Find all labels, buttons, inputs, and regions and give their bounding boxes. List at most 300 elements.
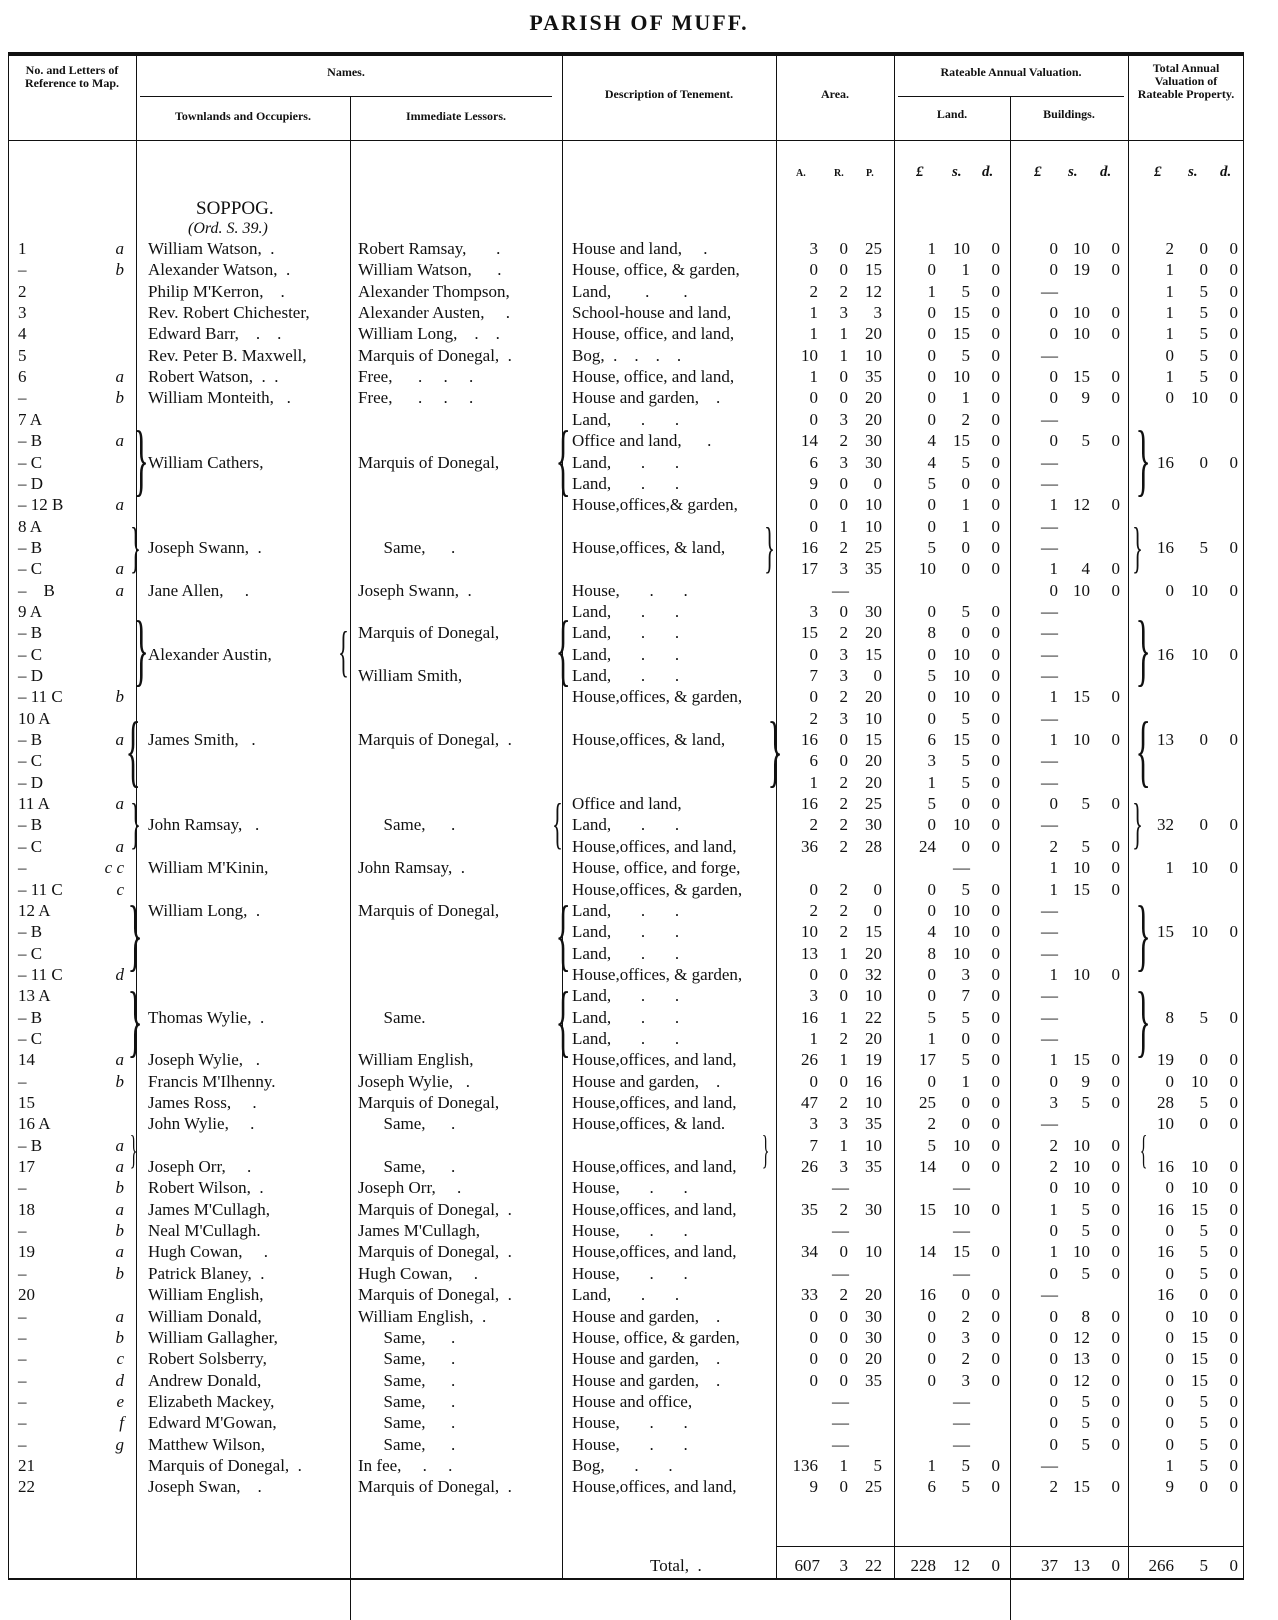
area-acres: 0 xyxy=(809,1370,818,1390)
land-pence: 0 xyxy=(991,964,1000,984)
area-perches: 20 xyxy=(865,324,882,344)
area-acres: 0 xyxy=(809,409,818,429)
ref-letter: b xyxy=(115,1263,124,1283)
buildings-pence: 0 xyxy=(1111,431,1120,451)
brace-icon: } xyxy=(1132,517,1143,579)
description: Land, . . xyxy=(572,900,680,920)
ref-number: – xyxy=(18,858,27,878)
buildings-pounds: 0 xyxy=(1049,367,1058,387)
total-pounds: 1 xyxy=(1165,281,1174,301)
ref-number: – B xyxy=(18,815,43,835)
land-pence: 0 xyxy=(991,1093,1000,1112)
description: Office and land, . xyxy=(572,431,712,451)
buildings-shillings: 5 xyxy=(1081,431,1090,451)
area-perches: 20 xyxy=(865,409,882,429)
description: House, office, and land, xyxy=(572,367,735,387)
total-pence: 0 xyxy=(1229,1455,1238,1475)
area-acres: 34 xyxy=(801,1242,818,1262)
land-shillings: 2 xyxy=(961,409,970,429)
ref-letter: b xyxy=(115,1178,124,1198)
buildings-shillings: 10 xyxy=(1073,303,1090,323)
land-pence: 0 xyxy=(991,666,1000,685)
buildings-pence: 0 xyxy=(1111,559,1120,579)
land-pounds: 0 xyxy=(927,516,936,536)
area-perches: 15 xyxy=(865,730,882,750)
land-pounds: 0 xyxy=(927,367,936,387)
land-pounds: 4 xyxy=(927,431,936,451)
total-rule xyxy=(776,1546,1244,1547)
area-acres: 16 xyxy=(801,1007,818,1027)
land-shillings: 0 xyxy=(961,1114,970,1134)
table-row xyxy=(0,452,1278,473)
description: Land, . . xyxy=(572,1007,680,1027)
ref-number: 5 xyxy=(18,345,27,365)
buildings-pence: 0 xyxy=(1111,324,1120,344)
total-pence: 0 xyxy=(1229,239,1238,258)
lessor: Same. xyxy=(358,1007,426,1027)
total-pounds: 16 xyxy=(1157,1285,1174,1305)
description: School-house and land, xyxy=(572,303,732,323)
area-roods: — xyxy=(832,1221,849,1241)
description: Land, . . xyxy=(572,644,680,664)
unit-pence: d. xyxy=(1100,164,1112,180)
total-shillings: 0 xyxy=(1199,452,1208,472)
land-pence: 0 xyxy=(991,1135,1000,1155)
brace-icon: { xyxy=(555,977,571,1065)
land-shillings: — xyxy=(953,1263,970,1283)
buildings-pounds: — xyxy=(1041,452,1058,472)
area-acres: 10 xyxy=(801,922,818,942)
table-row xyxy=(0,238,1278,259)
ref-letter: e xyxy=(116,1391,124,1411)
total-buildings-pence: 0 xyxy=(1111,1556,1120,1575)
land-shillings: 0 xyxy=(961,473,970,493)
total-land-shillings: 12 xyxy=(953,1556,970,1575)
description: House, . . xyxy=(572,1221,688,1241)
description: House,offices, & land, xyxy=(572,730,726,750)
buildings-pence: 0 xyxy=(1111,303,1120,323)
land-shillings: 7 xyxy=(961,986,970,1006)
header-description: Description of Tenement. xyxy=(604,87,734,101)
land-pence: 0 xyxy=(991,1242,1000,1262)
land-pounds: 1 xyxy=(927,239,936,258)
land-pence: 0 xyxy=(991,601,1000,621)
total-pounds: 1 xyxy=(1165,1455,1174,1475)
buildings-pounds: — xyxy=(1041,815,1058,835)
brace-icon: } xyxy=(133,416,149,504)
occupier: Alexander Austin, xyxy=(148,644,272,664)
ref-number: 6 xyxy=(18,367,27,387)
ref-letter: b xyxy=(115,260,124,280)
land-pence: 0 xyxy=(991,687,1000,707)
table-row xyxy=(0,387,1278,408)
area-perches: 20 xyxy=(865,388,882,408)
ref-number: – C xyxy=(18,559,43,579)
land-pence: 0 xyxy=(991,1050,1000,1070)
land-shillings: 10 xyxy=(953,1199,970,1219)
area-perches: 10 xyxy=(865,345,882,365)
land-shillings: — xyxy=(953,1178,970,1198)
table-row xyxy=(0,494,1278,515)
ref-number: – xyxy=(18,1327,27,1347)
land-pence: 0 xyxy=(991,516,1000,536)
buildings-pounds: — xyxy=(1041,751,1058,771)
buildings-shillings: 10 xyxy=(1073,1178,1090,1198)
area-roods: 1 xyxy=(839,1455,848,1475)
land-shillings: 10 xyxy=(953,239,970,258)
description: Land, . . xyxy=(572,452,680,472)
land-pounds: 1 xyxy=(927,1028,936,1048)
land-shillings: 5 xyxy=(961,345,970,365)
buildings-pence: 0 xyxy=(1111,1199,1120,1219)
area-roods: 0 xyxy=(839,601,848,621)
occupier: William Cathers, xyxy=(148,452,264,472)
land-pence: 0 xyxy=(991,623,1000,643)
area-acres: 2 xyxy=(809,815,818,835)
land-pounds: 25 xyxy=(919,1093,936,1112)
land-pence: 0 xyxy=(991,1285,1000,1305)
buildings-shillings: 12 xyxy=(1073,495,1090,515)
buildings-pounds: 0 xyxy=(1049,794,1058,814)
ref-letter: d xyxy=(115,964,124,984)
lessor: Free, . . . xyxy=(358,367,474,387)
ref-number: – xyxy=(18,1306,27,1326)
brace-icon: } xyxy=(127,891,143,979)
total-shillings: 10 xyxy=(1191,858,1208,878)
occupier: Hugh Cowan, . xyxy=(148,1242,268,1262)
area-perches: 30 xyxy=(865,1327,882,1347)
buildings-pence: 0 xyxy=(1111,836,1120,856)
buildings-pence: 0 xyxy=(1111,1071,1120,1091)
total-pounds: 28 xyxy=(1157,1093,1174,1112)
ref-letter: c xyxy=(116,1349,124,1369)
total-buildings-shillings: 13 xyxy=(1073,1556,1090,1575)
total-valuation-shillings: 5 xyxy=(1199,1556,1208,1575)
occupier: William Watson, . xyxy=(148,239,275,258)
ref-number: – 12 B xyxy=(18,495,64,515)
ref-number: – xyxy=(18,1263,27,1283)
ref-letter: b xyxy=(115,1327,124,1347)
occupier: Jane Allen, . xyxy=(148,580,250,600)
area-roods: 0 xyxy=(839,367,848,387)
table-row xyxy=(0,601,1278,622)
land-shillings: 10 xyxy=(953,943,970,963)
ref-letter: a xyxy=(115,367,124,387)
buildings-pence: 0 xyxy=(1111,580,1120,600)
buildings-shillings: 5 xyxy=(1081,794,1090,814)
total-pounds: 0 xyxy=(1165,1391,1174,1411)
total-pence: 0 xyxy=(1229,388,1238,408)
area-perches: 0 xyxy=(873,473,882,493)
buildings-shillings: 10 xyxy=(1073,1135,1090,1155)
total-pounds: 13 xyxy=(1157,730,1174,750)
land-pounds: 0 xyxy=(927,986,936,1006)
description: House, office, & garden, xyxy=(572,1327,740,1347)
area-roods: 2 xyxy=(839,815,848,835)
land-shillings: 0 xyxy=(961,537,970,557)
ref-letter: a xyxy=(115,580,124,600)
ref-letter: b xyxy=(115,687,124,707)
land-pounds: 6 xyxy=(927,1477,936,1497)
land-pounds: 1 xyxy=(927,281,936,301)
area-perches: 10 xyxy=(865,516,882,536)
total-pounds: 0 xyxy=(1165,1221,1174,1241)
area-perches: 15 xyxy=(865,922,882,942)
total-pounds: 16 xyxy=(1157,1199,1174,1219)
buildings-shillings: 12 xyxy=(1073,1370,1090,1390)
area-roods: 2 xyxy=(839,1285,848,1305)
total-pounds: 16 xyxy=(1157,452,1174,472)
land-shillings: 15 xyxy=(953,730,970,750)
lessor: Marquis of Donegal, . xyxy=(358,1285,512,1305)
area-perches: 20 xyxy=(865,1028,882,1048)
ref-number: 18 xyxy=(18,1199,35,1219)
area-perches: 20 xyxy=(865,687,882,707)
lessor: Same, . xyxy=(358,1413,456,1433)
land-shillings: 1 xyxy=(961,260,970,280)
brace-icon: { xyxy=(552,793,563,855)
ref-number: 4 xyxy=(18,324,27,344)
land-pounds: 8 xyxy=(927,943,936,963)
total-pence: 0 xyxy=(1229,1071,1238,1091)
buildings-pounds: 0 xyxy=(1049,1434,1058,1454)
total-pounds: 10 xyxy=(1157,1114,1174,1134)
land-shillings: 1 xyxy=(961,495,970,515)
total-pence: 0 xyxy=(1229,1263,1238,1283)
table-row xyxy=(0,580,1278,601)
description: House,offices, and land, xyxy=(572,1050,737,1070)
land-pence: 0 xyxy=(991,1327,1000,1347)
area-perches: 12 xyxy=(865,281,882,301)
land-shillings: 15 xyxy=(953,303,970,323)
table-row xyxy=(0,1220,1278,1241)
total-pounds: 0 xyxy=(1165,1370,1174,1390)
land-shillings: — xyxy=(953,1221,970,1241)
land-shillings: 10 xyxy=(953,922,970,942)
unit-shilling: s. xyxy=(952,164,962,180)
total-acres: 607 xyxy=(794,1556,820,1575)
land-pence: 0 xyxy=(991,644,1000,664)
occupier: Neal M'Cullagh. xyxy=(148,1221,261,1241)
land-pence: 0 xyxy=(991,537,1000,557)
buildings-pence: 0 xyxy=(1111,964,1120,984)
area-acres: 16 xyxy=(801,730,818,750)
land-pence: 0 xyxy=(991,986,1000,1006)
land-shillings: 10 xyxy=(953,666,970,685)
land-pounds: 0 xyxy=(927,900,936,920)
total-pounds: 16 xyxy=(1157,537,1174,557)
land-pounds: 0 xyxy=(927,708,936,728)
description: House, . . xyxy=(572,1434,688,1454)
land-pence: 0 xyxy=(991,303,1000,323)
description: House,offices, and land, xyxy=(572,1242,737,1262)
land-pounds: 0 xyxy=(927,1327,936,1347)
total-pounds: 1 xyxy=(1165,260,1174,280)
lessor: Same, . xyxy=(358,1434,456,1454)
area-roods: 3 xyxy=(839,1114,848,1134)
townland-name: SOPPOG. xyxy=(196,198,274,219)
area-perches: 35 xyxy=(865,1157,882,1177)
table-row xyxy=(0,1327,1278,1348)
buildings-pounds: 1 xyxy=(1049,559,1058,579)
area-perches: 10 xyxy=(865,986,882,1006)
area-roods: 1 xyxy=(839,1007,848,1027)
land-pence: 0 xyxy=(991,1114,1000,1134)
brace-icon: } xyxy=(1135,977,1151,1065)
table-row xyxy=(0,537,1278,558)
total-pence: 0 xyxy=(1229,281,1238,301)
buildings-pounds: 0 xyxy=(1049,1178,1058,1198)
total-pence: 0 xyxy=(1229,345,1238,365)
buildings-pounds: 0 xyxy=(1049,1413,1058,1433)
buildings-shillings: 9 xyxy=(1081,1071,1090,1091)
area-roods: 2 xyxy=(839,1199,848,1219)
occupier: Joseph Swan, . xyxy=(148,1477,262,1497)
lessor: Marquis of Donegal, xyxy=(358,452,500,472)
land-pounds: 5 xyxy=(927,1135,936,1155)
lessor: In fee, . . xyxy=(358,1455,453,1475)
area-acres: 33 xyxy=(801,1285,818,1305)
total-pence: 0 xyxy=(1229,1434,1238,1454)
description: House, . . xyxy=(572,1263,688,1283)
land-shillings: 5 xyxy=(961,452,970,472)
buildings-pounds: 2 xyxy=(1049,836,1058,856)
area-roods: — xyxy=(832,1178,849,1198)
area-acres: 7 xyxy=(809,666,818,685)
total-shillings: 0 xyxy=(1199,815,1208,835)
table-row xyxy=(0,1306,1278,1327)
land-pence: 0 xyxy=(991,388,1000,408)
ref-number: – xyxy=(18,1349,27,1369)
total-pounds: 0 xyxy=(1165,1178,1174,1198)
buildings-pence: 0 xyxy=(1111,1327,1120,1347)
area-roods: 0 xyxy=(839,388,848,408)
occupier: Thomas Wylie, . xyxy=(148,1007,265,1027)
total-pounds: 2 xyxy=(1165,239,1174,258)
unit-pound: £ xyxy=(916,164,924,180)
buildings-pounds: — xyxy=(1041,1455,1058,1475)
table-row xyxy=(0,1476,1278,1497)
land-shillings: 0 xyxy=(961,1285,970,1305)
land-pence: 0 xyxy=(991,367,1000,387)
total-pence: 0 xyxy=(1229,1327,1238,1347)
area-roods: 0 xyxy=(839,1477,848,1497)
lessor: Marquis of Donegal, xyxy=(358,900,500,920)
lessor: Same, . xyxy=(358,1370,456,1390)
land-pence: 0 xyxy=(991,1199,1000,1219)
occupier: Matthew Wilson, xyxy=(148,1434,266,1454)
lessor: Same, . xyxy=(358,1349,456,1369)
total-pence: 0 xyxy=(1229,644,1238,664)
total-shillings: 15 xyxy=(1191,1199,1208,1219)
area-roods: 0 xyxy=(839,730,848,750)
total-shillings: 10 xyxy=(1191,580,1208,600)
ref-number: – C xyxy=(18,943,43,963)
total-pence: 0 xyxy=(1229,815,1238,835)
table-row xyxy=(0,879,1278,900)
buildings-pence: 0 xyxy=(1111,1050,1120,1070)
area-acres: 1 xyxy=(809,303,818,323)
area-perches: 20 xyxy=(865,623,882,643)
ref-number: – xyxy=(18,1434,27,1454)
land-pounds: 0 xyxy=(927,879,936,899)
buildings-pounds: 1 xyxy=(1049,1199,1058,1219)
area-acres: 0 xyxy=(809,1349,818,1369)
table-row xyxy=(0,1177,1278,1198)
land-shillings: 5 xyxy=(961,1477,970,1497)
ref-letter: b xyxy=(115,1221,124,1241)
area-acres: 47 xyxy=(801,1093,818,1112)
ref-number: – xyxy=(18,260,27,280)
land-shillings: 1 xyxy=(961,388,970,408)
occupier: William M'Kinin, xyxy=(148,858,269,878)
buildings-pounds: — xyxy=(1041,345,1058,365)
area-roods: 0 xyxy=(839,964,848,984)
table-row xyxy=(0,366,1278,387)
ref-letter: a xyxy=(115,836,124,856)
table-row xyxy=(0,686,1278,707)
total-land-pence: 0 xyxy=(991,1556,1000,1575)
buildings-pounds: 0 xyxy=(1049,1221,1058,1241)
page-title: PARISH OF MUFF. xyxy=(529,10,749,35)
ref-number: – 11 C xyxy=(18,964,63,984)
area-acres: 136 xyxy=(792,1455,818,1475)
area-acres: 1 xyxy=(809,367,818,387)
description: House, . . xyxy=(572,1178,688,1198)
total-shillings: 5 xyxy=(1199,1242,1208,1262)
total-pence: 0 xyxy=(1229,324,1238,344)
area-perches: 30 xyxy=(865,431,882,451)
ref-letter: a xyxy=(115,559,124,579)
land-pence: 0 xyxy=(991,1370,1000,1390)
buildings-shillings: 15 xyxy=(1073,879,1090,899)
ref-number: 14 xyxy=(18,1050,35,1070)
ref-number: – D xyxy=(18,666,44,685)
buildings-pounds: — xyxy=(1041,1007,1058,1027)
buildings-pounds: 0 xyxy=(1049,1263,1058,1283)
buildings-pounds: — xyxy=(1041,1028,1058,1048)
occupier: William Donald, xyxy=(148,1306,262,1326)
brace-icon: } xyxy=(1135,416,1151,504)
area-acres: 0 xyxy=(809,644,818,664)
land-pounds: 15 xyxy=(919,1199,936,1219)
header-rule xyxy=(140,96,552,97)
table-row xyxy=(0,345,1278,366)
description: House and garden, . xyxy=(572,1370,721,1390)
buildings-shillings: 10 xyxy=(1073,239,1090,258)
land-pence: 0 xyxy=(991,473,1000,493)
buildings-pence: 0 xyxy=(1111,1477,1120,1497)
area-roods: 1 xyxy=(839,1050,848,1070)
land-shillings: 3 xyxy=(961,1370,970,1390)
area-roods: 0 xyxy=(839,1349,848,1369)
ref-letter: a xyxy=(115,1157,124,1177)
area-roods: 3 xyxy=(839,409,848,429)
area-acres: 14 xyxy=(801,431,818,451)
buildings-shillings: 4 xyxy=(1081,559,1090,579)
total-shillings: 10 xyxy=(1191,1178,1208,1198)
total-shillings: 10 xyxy=(1191,1306,1208,1326)
area-roods: 3 xyxy=(839,303,848,323)
area-roods: 0 xyxy=(839,260,848,280)
lessor: Marquis of Donegal, xyxy=(358,623,500,643)
ref-number: – 11 C xyxy=(18,687,63,707)
land-shillings: 3 xyxy=(961,1327,970,1347)
occupier: James Smith, . xyxy=(148,730,256,750)
buildings-pounds: 0 xyxy=(1049,580,1058,600)
area-perches: 16 xyxy=(865,1071,882,1091)
area-roods: 2 xyxy=(839,623,848,643)
